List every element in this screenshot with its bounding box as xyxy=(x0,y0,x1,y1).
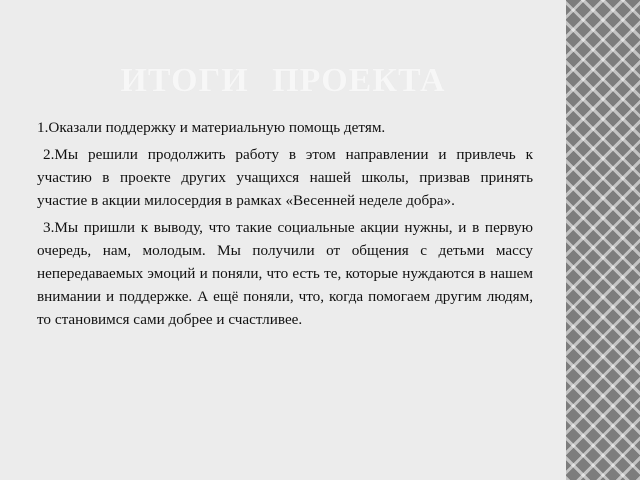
result-point-2: 2.Мы решили продолжить работу в этом направлении и привлечь к участию в проекте других учащихся нашей школы, призвав принять участие в акции милосердия в рамках «Весенней неделе добра». xyxy=(37,146,533,209)
result-point-1: 1.Оказали поддержку и материальную помощь детям. xyxy=(37,119,386,136)
slide-body xyxy=(37,116,533,335)
result-point-3: 3.Мы пришли к выводу, что такие социальные акции нужны, и в первую очередь, нам, молодым. Мы получили от общения с детьми массу непередаваемых эмоций и поняли, что есть те, которые нуждаются в нашем внимании и поддержке. А ещё поняли, что, когда помогаем другим людям, то становимся сами добрее и счастливее. xyxy=(37,219,533,328)
slide-title: ИТОГИ ПРОЕКТА xyxy=(120,62,446,99)
decorative-pattern-strip xyxy=(566,0,640,480)
